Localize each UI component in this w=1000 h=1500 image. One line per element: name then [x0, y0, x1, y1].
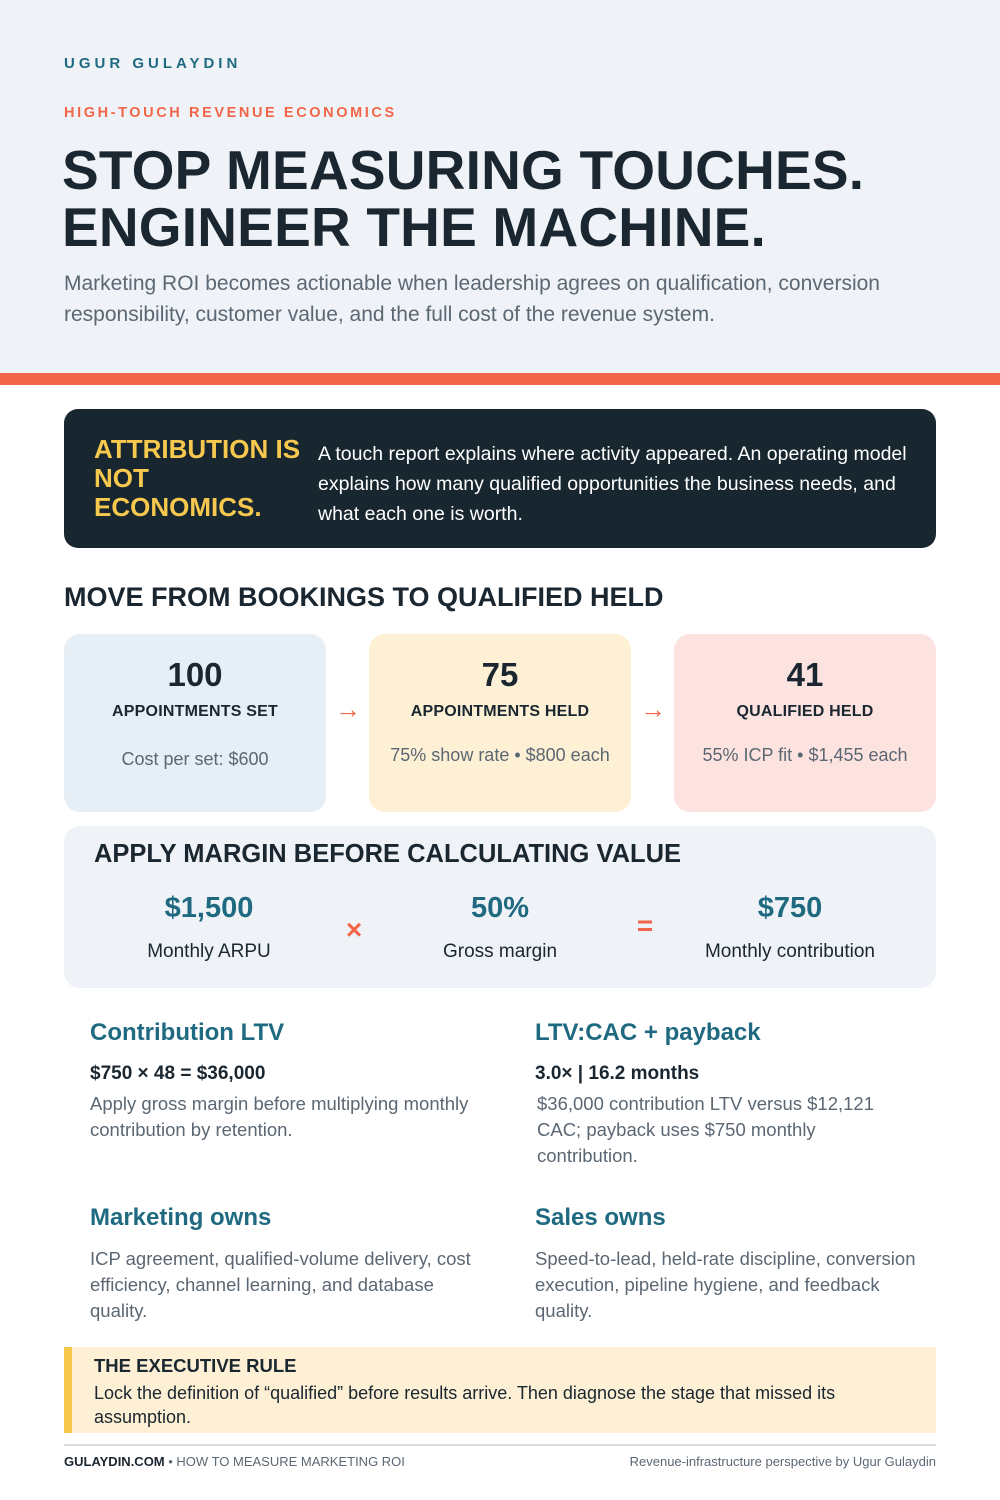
attribution-callout: [64, 409, 936, 548]
stage-value: 75: [481, 656, 519, 693]
block-formula: 3.0× | 16.2 months: [535, 1063, 700, 1084]
footer-credit: Revenue-infrastructure perspective by Ugur Gulaydin: [629, 1454, 936, 1469]
header-divider: [0, 373, 1000, 385]
block-text: Speed-to-lead, held-rate discipline, conversion execution, pipeline hygiene, and feedback quality.: [535, 1248, 916, 1321]
block-text: ICP agreement, qualified-volume delivery, cost efficiency, channel learning, and database quality.: [90, 1248, 471, 1321]
footer-left: [64, 1454, 405, 1469]
subheadline: Marketing ROI becomes actionable when leadership agrees on qualification, conversion responsibility, customer value, and the full cost of the revenue system.: [64, 272, 880, 326]
funnel-card-appointments-set: [64, 634, 326, 812]
block-heading: Sales owns: [535, 1204, 666, 1231]
stage-detail: 55% ICP fit • $1,455 each: [702, 745, 908, 765]
block-text: $36,000 contribution LTV versus $12,121 CAC; payback uses $750 monthly contribution.: [537, 1093, 874, 1166]
headline-line-2: ENGINEER THE MACHINE.: [62, 196, 766, 258]
arpu-metric: [99, 892, 319, 963]
footer-topic: HOW TO MEASURE MARKETING ROI: [176, 1454, 405, 1469]
stage-value: 100: [167, 656, 223, 693]
block-heading: Marketing owns: [90, 1204, 272, 1231]
stage-label: APPOINTMENTS SET: [112, 703, 278, 720]
block-formula: $750 × 48 = $36,000: [90, 1063, 266, 1084]
metric-label: Gross margin: [442, 941, 558, 962]
margin-title: APPLY MARGIN BEFORE CALCULATING VALUE: [94, 840, 681, 868]
block-heading: LTV:CAC + payback: [535, 1019, 761, 1046]
stage-label: QUALIFIED HELD: [736, 703, 874, 720]
kicker: HIGH-TOUCH REVENUE ECONOMICS: [64, 105, 397, 121]
footer-site-link[interactable]: GULAYDIN.COM: [64, 1454, 165, 1469]
funnel-title: MOVE FROM BOOKINGS TO QUALIFIED HELD: [64, 582, 664, 612]
rule-title: THE EXECUTIVE RULE: [94, 1355, 297, 1376]
marketing-owns-block: [90, 1204, 490, 1324]
sales-owns-block: [535, 1204, 935, 1324]
metric-value: 50%: [470, 892, 530, 924]
arrow-right-icon: →: [335, 694, 361, 724]
gross-margin-metric: [390, 892, 610, 963]
callout-title: ATTRIBUTION IS NOT ECONOMICS.: [94, 434, 301, 522]
multiply-icon: ×: [345, 914, 363, 945]
callout-text: A touch report explains where activity appeared. An operating model explains how many qualified opportunities the business needs, and what each one is worth.: [318, 443, 907, 525]
contribution-ltv-block: [90, 1019, 480, 1143]
stage-detail: Cost per set: $600: [121, 749, 269, 769]
executive-rule-callout: [64, 1347, 936, 1433]
stage-label: APPOINTMENTS HELD: [410, 703, 590, 720]
equals-icon: =: [636, 910, 654, 941]
stage-detail: 75% show rate • $800 each: [390, 745, 610, 765]
funnel-card-qualified-held: [674, 634, 936, 812]
metric-label: Monthly ARPU: [147, 941, 271, 962]
rule-text: Lock the definition of “qualified” before results arrive. Then diagnose the stage that missed its assumption.: [94, 1383, 836, 1427]
funnel-card-appointments-held: [369, 634, 631, 812]
footer-divider: [64, 1444, 936, 1446]
block-text: Apply gross margin before multiplying monthly contribution by retention.: [90, 1093, 469, 1140]
ltv-cac-block: [535, 1019, 915, 1169]
stage-value: 41: [786, 656, 824, 693]
metric-value: $1,500: [164, 892, 254, 924]
page-title: [62, 139, 982, 258]
footer-separator: •: [164, 1454, 177, 1469]
author-name: UGUR GULAYDIN: [64, 55, 242, 72]
block-heading: Contribution LTV: [90, 1019, 285, 1046]
margin-panel: [64, 826, 936, 988]
headline-line-1: STOP MEASURING TOUCHES.: [62, 139, 865, 201]
metric-label: Monthly contribution: [704, 941, 876, 962]
metric-value: $750: [757, 892, 823, 924]
arrow-right-icon: →: [640, 694, 666, 724]
monthly-contribution-metric: [680, 892, 900, 963]
